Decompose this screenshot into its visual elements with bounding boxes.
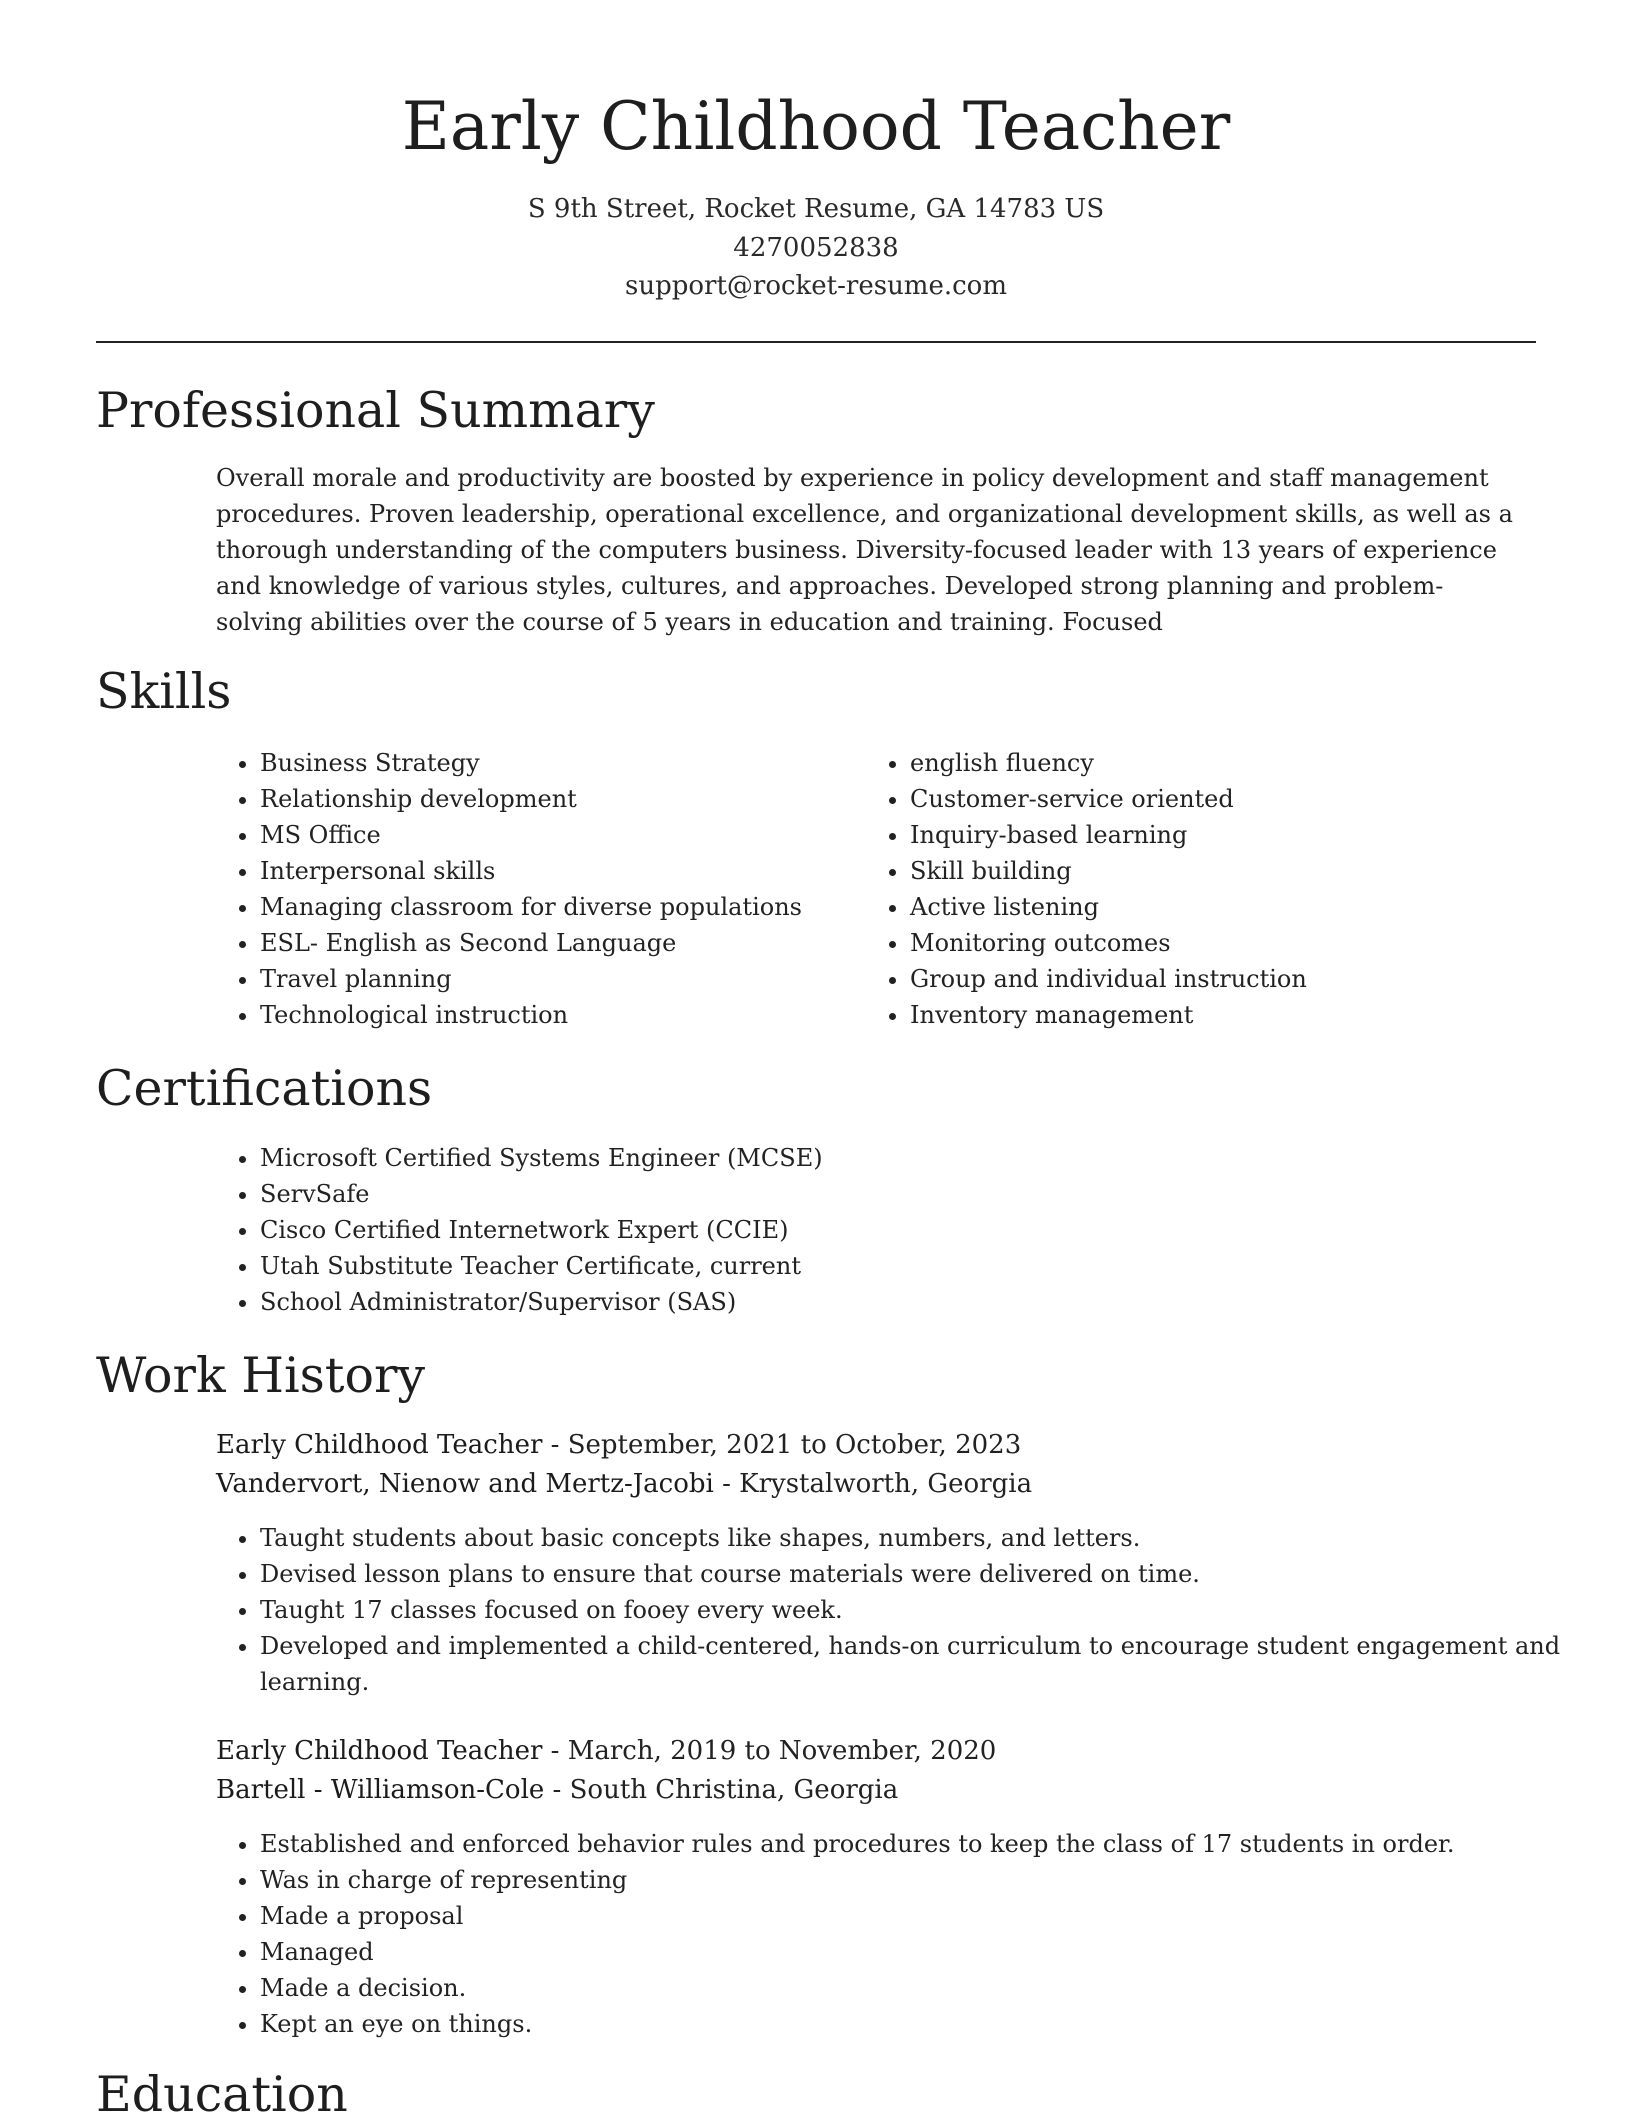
header-divider [96,341,1536,343]
separator: - [713,1469,740,1499]
job-location: Krystalworth, Georgia [739,1469,1033,1499]
skills-list-left [216,745,860,1033]
job-bullet: • Taught students about basic concepts like shapes, numbers, and letters. [260,1520,1580,1556]
job-dates: September, 2021 to October, 2023 [567,1430,1022,1460]
job-bullet: • Kept an eye on things. [260,2006,1580,2042]
skill-item: • Customer-service oriented [910,781,1550,817]
job-role: Early Childhood Teacher [216,1430,543,1460]
section-title-education: Education [96,2066,348,2123]
skill-item: • Inquiry-based learning [910,817,1550,853]
job-bullet: • Developed and implemented a child-centered, hands-on curriculum to encourage student engagement and learning. [260,1628,1580,1700]
job-bullet: • Devised lesson plans to ensure that course materials were delivered on time. [260,1556,1580,1592]
skill-item: • Inventory management [910,997,1550,1033]
job-location: South Christina, Georgia [569,1775,899,1805]
certification-item: • ServSafe [260,1176,1560,1212]
job-bullet: • Made a proposal [260,1898,1580,1934]
skill-item: • english fluency [910,745,1550,781]
separator: - [542,1430,568,1460]
job-company: Vandervort, Nienow and Mertz-Jacobi [216,1469,714,1499]
job-company: Bartell - Williamson-Cole [216,1775,545,1805]
job-bullets [216,1520,1580,1700]
job-title-line [216,1732,996,1770]
job-role: Early Childhood Teacher [216,1736,543,1766]
job-dates: March, 2019 to November, 2020 [567,1736,997,1766]
separator: - [542,1736,568,1766]
job-bullet: • Was in charge of representing [260,1862,1580,1898]
skill-item: • Travel planning [260,961,860,997]
job-company-line [216,1465,1032,1503]
section-title-skills: Skills [96,663,232,720]
certification-item: • School Administrator/Supervisor (SAS) [260,1284,1560,1320]
contact-email: support@rocket-resume.com [624,271,1007,301]
skills-list-right [866,745,1550,1033]
job-bullet: • Established and enforced behavior rules and procedures to keep the class of 17 students in order. [260,1826,1580,1862]
resume-name: Early Childhood Teacher [401,88,1231,165]
skill-item: • ESL- English as Second Language [260,925,860,961]
skill-item: • Active listening [910,889,1550,925]
job-bullet: • Taught 17 classes focused on fooey every week. [260,1592,1580,1628]
job-company-line [216,1771,898,1809]
certification-item: • Cisco Certified Internetwork Expert (CCIE) [260,1212,1560,1248]
certification-item: • Utah Substitute Teacher Certificate, current [260,1248,1560,1284]
separator: - [544,1775,570,1805]
job-bullet: • Made a decision. [260,1970,1580,2006]
section-title-certifications: Certifications [96,1060,433,1117]
job-bullets [216,1826,1580,2042]
skill-item: • Relationship development [260,781,860,817]
contact-phone: 4270052838 [733,233,899,263]
skill-item: • Business Strategy [260,745,860,781]
skill-item: • MS Office [260,817,860,853]
skill-item: • Technological instruction [260,997,860,1033]
certification-item: • Microsoft Certified Systems Engineer (MCSE) [260,1140,1560,1176]
skill-item: • Managing classroom for diverse populations [260,889,860,925]
skill-item: • Skill building [910,853,1550,889]
contact-address: S 9th Street, Rocket Resume, GA 14783 US [527,194,1105,224]
skill-item: • Group and individual instruction [910,961,1550,997]
section-title-work-history: Work History [96,1347,426,1404]
job-title-line [216,1426,1021,1464]
summary-text: Overall morale and productivity are boosted by experience in policy development and staff management procedures. Proven leadership, operational excellence, and organizational development skills, as well as a thorough understanding of the computers business. Diversity-focused leader with 13 years of experience and knowledge of various styles, cultures, and approaches. Developed strong planning and problem-solving abilities over the course of 5 years in education and training. Focused [216,464,1513,636]
skill-item: • Monitoring outcomes [910,925,1550,961]
section-title-summary: Professional Summary [96,382,655,439]
certifications-list [216,1140,1560,1320]
skill-item: • Interpersonal skills [260,853,860,889]
job-bullet: • Managed [260,1934,1580,1970]
